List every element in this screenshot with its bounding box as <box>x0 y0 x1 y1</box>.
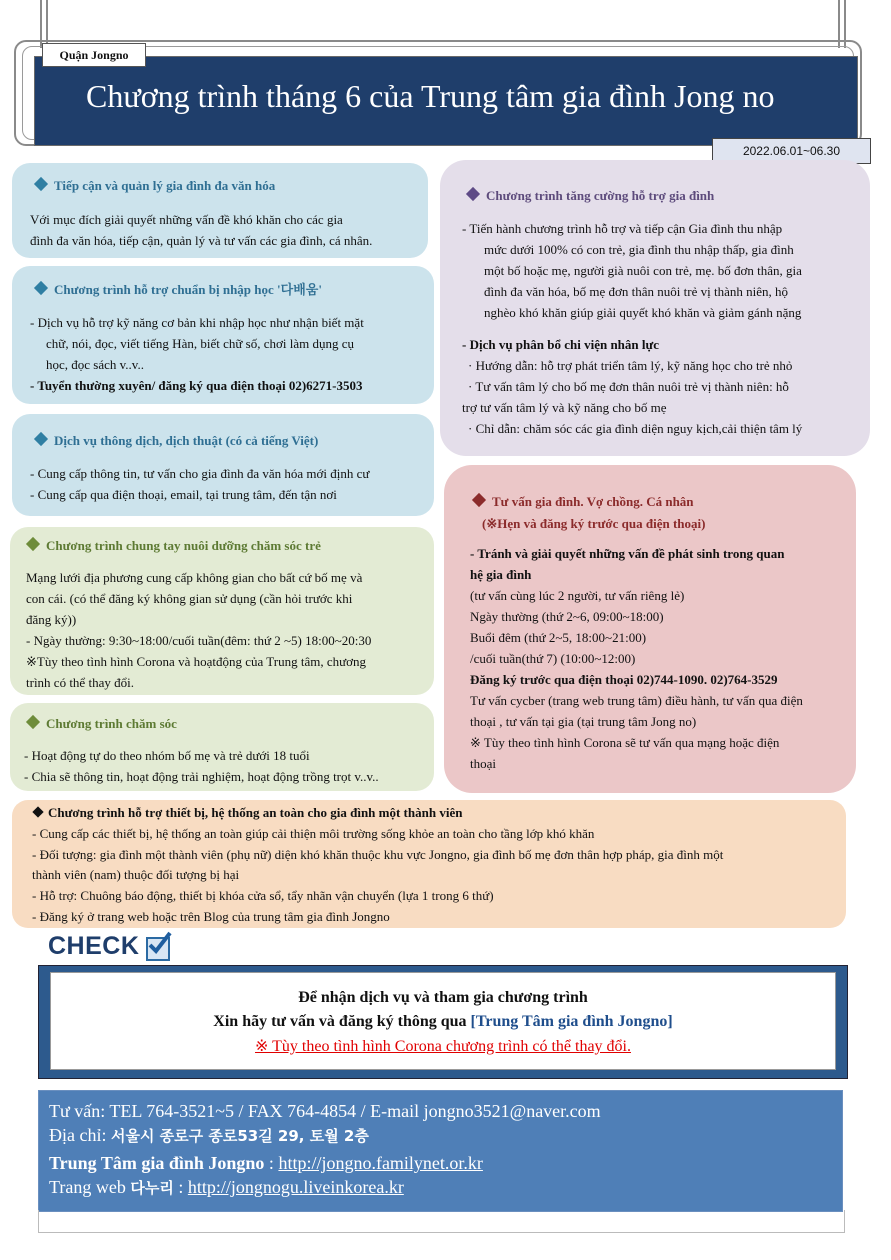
card-title: Tiếp cận và quản lý gia đình đa văn hóa <box>36 175 275 196</box>
card-text: - Dịch vụ hỗ trợ kỹ năng cơ bản khi nhập học như nhận biết mặt <box>30 315 364 330</box>
danuri-website-link[interactable]: http://jongnogu.liveinkorea.kr <box>187 1177 404 1197</box>
card-text: · Tư vấn tâm lý cho bố mẹ đơn thân nuôi trẻ vị thành niên: hỗ <box>468 379 789 394</box>
diamond-bullet-icon <box>466 187 480 201</box>
diamond-bullet-icon <box>32 806 43 817</box>
checkbox-icon <box>146 937 170 961</box>
card-text: Với mục đích giải quyết những vấn đề khó khăn cho các gia <box>30 212 343 227</box>
card-text: - Tuyển thường xuyên/ đăng ký qua điện thoại 02)6271-3503 <box>30 378 363 393</box>
diamond-bullet-icon <box>26 715 40 729</box>
card-text: - Cung cấp qua điện thoại, email, tại trung tâm, đến tận nơi <box>30 487 337 502</box>
card-text: Mạng lưới địa phương cung cấp không gian cho bất cứ bố mẹ và <box>26 570 363 585</box>
card-multicultural <box>12 163 428 258</box>
card-text: - Tiến hành chương trình hỗ trợ và tiếp cận Gia đình thu nhập <box>462 221 783 236</box>
card-text: /cuối tuần(thứ 7) (10:00~12:00) <box>470 651 636 666</box>
card-text: - Hỗ trợ: Chuông báo động, thiết bị khóa cửa sổ, tẩy nhãn vận chuyển (lựa 1 trong 6 thứ) <box>32 888 494 903</box>
card-single-household <box>12 800 846 928</box>
card-text: - Cung cấp các thiết bị, hệ thống an toàn giúp cải thiện môi trường sống khỏe an toàn cho tầng lớp khó khăn <box>32 826 595 841</box>
diamond-bullet-icon <box>34 281 48 295</box>
card-text: (tư vấn cùng lúc 2 người, tư vấn riêng lẻ) <box>470 588 685 603</box>
card-counseling <box>444 465 856 793</box>
card-text: Đăng ký trước qua điện thoại 02)744-1090. 02)764-3529 <box>470 672 778 687</box>
district-tag: Quận Jongno <box>42 43 146 67</box>
card-text: · Hướng dẫn: hỗ trợ phát triển tâm lý, kỹ năng học cho trẻ nhỏ <box>468 358 793 373</box>
card-family-support <box>440 160 870 456</box>
contact-danuri-site: Trang web 다누리 : http://jongnogu.liveinkorea.kr <box>49 1177 404 1197</box>
check-label: CHECK <box>48 932 140 960</box>
center-name-highlight: [Trung Tâm gia đình Jongno] <box>470 1013 673 1030</box>
card-text: học, đọc sách v..v.. <box>46 357 144 372</box>
card-text: một bố hoặc mẹ, người già nuôi con trẻ, mẹ. bố đơn thân, gia <box>484 263 802 278</box>
card-text: đăng ký)) <box>26 612 77 627</box>
card-text: thoại , tư vấn tại gia (tại trung tâm Jong no) <box>470 714 697 729</box>
card-text: - Cung cấp thông tin, tư vấn cho gia đình đa văn hóa mới định cư <box>30 466 370 481</box>
card-text: ※Tùy theo tình hình Corona và hoạtđộng của Trung tâm, chương <box>26 654 367 669</box>
card-title: Chương trình tăng cường hỗ trợ gia đình <box>468 185 714 206</box>
notice-box <box>50 972 836 1070</box>
page-title: Chương trình tháng 6 của Trung tâm gia đình Jong no <box>86 78 775 114</box>
card-text: trình có thể thay đổi. <box>26 675 134 690</box>
card-text: ※ Tùy theo tình hình Corona sẽ tư vấn qua mạng hoặc điện <box>470 735 780 750</box>
card-title: Chương trình chăm sóc <box>28 713 177 734</box>
card-text: - Tránh và giải quyết những vấn đề phát sinh trong quan <box>470 546 785 561</box>
card-text: - Ngày thường: 9:30~18:00/cuối tuần(đêm: thứ 2 ~5) 18:00~20:30 <box>26 633 372 648</box>
card-text: chữ, nói, đọc, viết tiếng Hàn, biết chữ số, chơi làm dụng cụ <box>46 336 354 351</box>
card-subtitle: (※Hẹn và đăng ký trước qua điện thoại) <box>482 516 706 531</box>
card-care <box>10 703 434 791</box>
card-text: nghèo khó khăn giúp giải quyết khó khăn và giảm gánh nặng <box>484 305 802 320</box>
center-website-link[interactable]: http://jongno.familynet.or.kr <box>278 1153 483 1173</box>
card-text: đình đa văn hóa, tiếp cận, quản lý và tư vấn các gia đình, cá nhân. <box>30 233 373 248</box>
card-text: - Chia sẽ thông tin, hoạt động trải nghiệm, hoạt động trồng trọt v..v.. <box>24 769 379 784</box>
diamond-bullet-icon <box>472 493 486 507</box>
card-text: Tư vấn cycber (trang web trung tâm) điều hành, tư vấn qua điện <box>470 693 803 708</box>
contact-center-site: Trung Tâm gia đình Jongno : http://jongno.familynet.or.kr <box>49 1153 483 1173</box>
card-title: Tư vấn gia đình. Vợ chồng. Cá nhân <box>474 491 694 512</box>
card-text: Buổi đêm (thứ 2~5, 18:00~21:00) <box>470 630 647 645</box>
card-text: mức dưới 100% có con trẻ, gia đình thu nhập thấp, gia đình <box>484 242 794 257</box>
card-text: - Dịch vụ phân bổ chi viện nhân lực <box>462 337 660 352</box>
card-childcare <box>10 527 434 695</box>
bottom-frame <box>38 1210 845 1233</box>
contact-address: Địa chỉ: 서울시 종로구 종로53길 29, 토월 2층 <box>49 1125 369 1145</box>
notice-line-2: Xin hãy tư vấn và đăng ký thông qua [Trung Tâm gia đình Jongno] <box>213 1013 673 1030</box>
card-text: hệ gia đình <box>470 567 532 582</box>
card-text: - Hoạt động tự do theo nhóm bố mẹ và trẻ dưới 18 tuổi <box>24 748 310 763</box>
card-text: - Đăng ký ở trang web hoặc trên Blog của trung tâm gia đình Jongno <box>32 909 390 924</box>
diamond-bullet-icon <box>26 537 40 551</box>
card-text: · Chỉ dẫn: chăm sóc các gia đình diện nguy kịch,cải thiện tâm lý <box>468 421 803 436</box>
card-title: Dịch vụ thông dịch, dịch thuật (có cả tiếng Việt) <box>36 430 318 451</box>
card-text: thành viên (nam) thuộc đối tượng bị hại <box>32 867 240 882</box>
date-range: 2022.06.01~06.30 <box>712 138 871 164</box>
card-school-prep <box>12 266 434 404</box>
contact-phone-email: Tư vấn: TEL 764-3521~5 / FAX 764-4854 / E-mail jongno3521@naver.com <box>49 1101 601 1121</box>
notice-line-3: ※ Tùy theo tình hình Corona chương trình có thể thay đổi. <box>255 1038 631 1055</box>
card-translation <box>12 414 434 516</box>
contact-band <box>38 1090 843 1212</box>
card-text: thoại <box>470 756 496 771</box>
card-text: trợ tư vấn tâm lý và kỹ năng cho bố mẹ <box>462 400 667 415</box>
card-text: con cái. (có thể đăng ký không gian sử dụng (cần hỏi trước khi <box>26 591 353 606</box>
card-title: Chương trình chung tay nuôi dưỡng chăm sóc trẻ <box>28 535 321 556</box>
card-title: Chương trình hỗ trợ thiết bị, hệ thống an toàn cho gia đình một thành viên <box>34 802 462 823</box>
notice-line-1: Để nhận dịch vụ và tham gia chương trình <box>298 989 588 1006</box>
card-text: đình đa văn hóa, bố mẹ đơn thân nuôi trẻ vị thành niên, hộ <box>484 284 789 299</box>
card-text: - Đối tượng: gia đình một thành viên (phụ nữ) diện khó khăn thuộc khu vực Jongno, gia đình bố mẹ đơn thân hợp pháp, gia đình một <box>32 847 724 862</box>
card-title: Chương trình hỗ trợ chuẩn bị nhập học '다배움' <box>36 279 322 300</box>
card-text: Ngày thường (thứ 2~6, 09:00~18:00) <box>470 609 664 624</box>
diamond-bullet-icon <box>34 177 48 191</box>
diamond-bullet-icon <box>34 432 48 446</box>
